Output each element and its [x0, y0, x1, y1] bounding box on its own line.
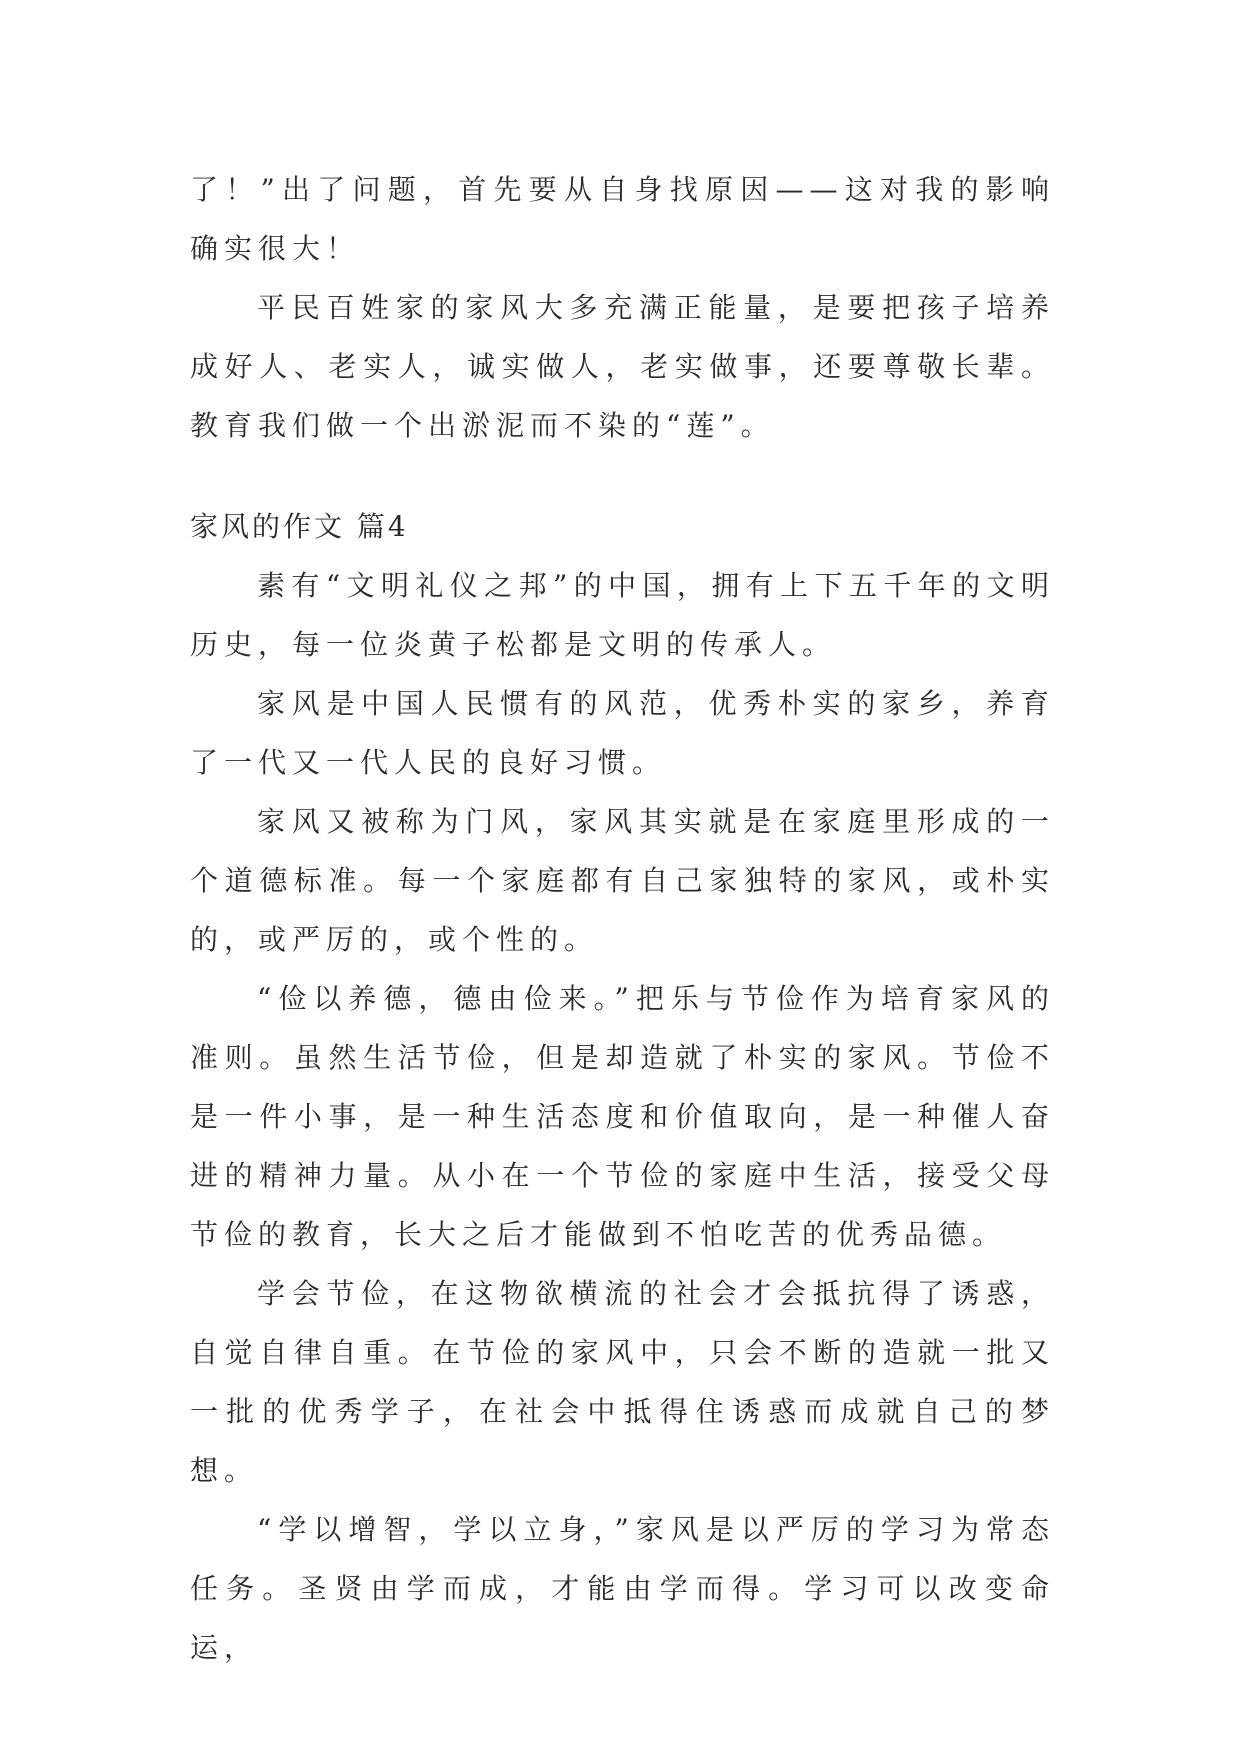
- intro-paragraph: 平民百姓家的家风大多充满正能量，是要把孩子培养成好人、老实人，诚实做人，老实做事，还要尊敬长辈。教育我们做一个出淤泥而不染的“莲”。: [190, 291, 1055, 442]
- document-body: [190, 160, 1055, 1677]
- body-paragraph-5: 学会节俭，在这物欲横流的社会才会抵抗得了诱惑，自觉自律自重。在节俭的家风中，只会不断的造就一批又一批的优秀学子，在社会中抵得住诱惑而成就自己的梦想。: [190, 1277, 1055, 1487]
- body-paragraph-2: 家风是中国人民惯有的风范，优秀朴实的家乡，养育了一代又一代人民的良好习惯。: [190, 687, 1055, 779]
- body-paragraph-3: 家风又被称为门风，家风其实就是在家庭里形成的一个道德标准。每一个家庭都有自己家独特的家风，或朴实的，或严厉的，或个性的。: [190, 805, 1055, 956]
- body-paragraph-4: “俭以养德，德由俭来。”把乐与节俭作为培育家风的准则。虽然生活节俭，但是却造就了朴实的家风。节俭不是一件小事，是一种生活态度和价值取向，是一种催人奋进的精神力量。从小在一个节俭的家庭中生活，接受父母节俭的教育，长大之后才能做到不怕吃苦的优秀品德。: [190, 982, 1055, 1251]
- section-heading: 家风的作文 篇4: [190, 510, 409, 543]
- body-paragraph-1: 素有“文明礼仪之邦”的中国，拥有上下五千年的文明历史，每一位炎黄子松都是文明的传承人。: [190, 569, 1055, 661]
- continued-paragraph: 了！”出了问题，首先要从自身找原因——这对我的影响确实很大！: [190, 173, 1055, 265]
- body-paragraph-6: “学以增智，学以立身，”家风是以严厉的学习为常态任务。圣贤由学而成，才能由学而得。学习可以改变命运，: [190, 1513, 1055, 1664]
